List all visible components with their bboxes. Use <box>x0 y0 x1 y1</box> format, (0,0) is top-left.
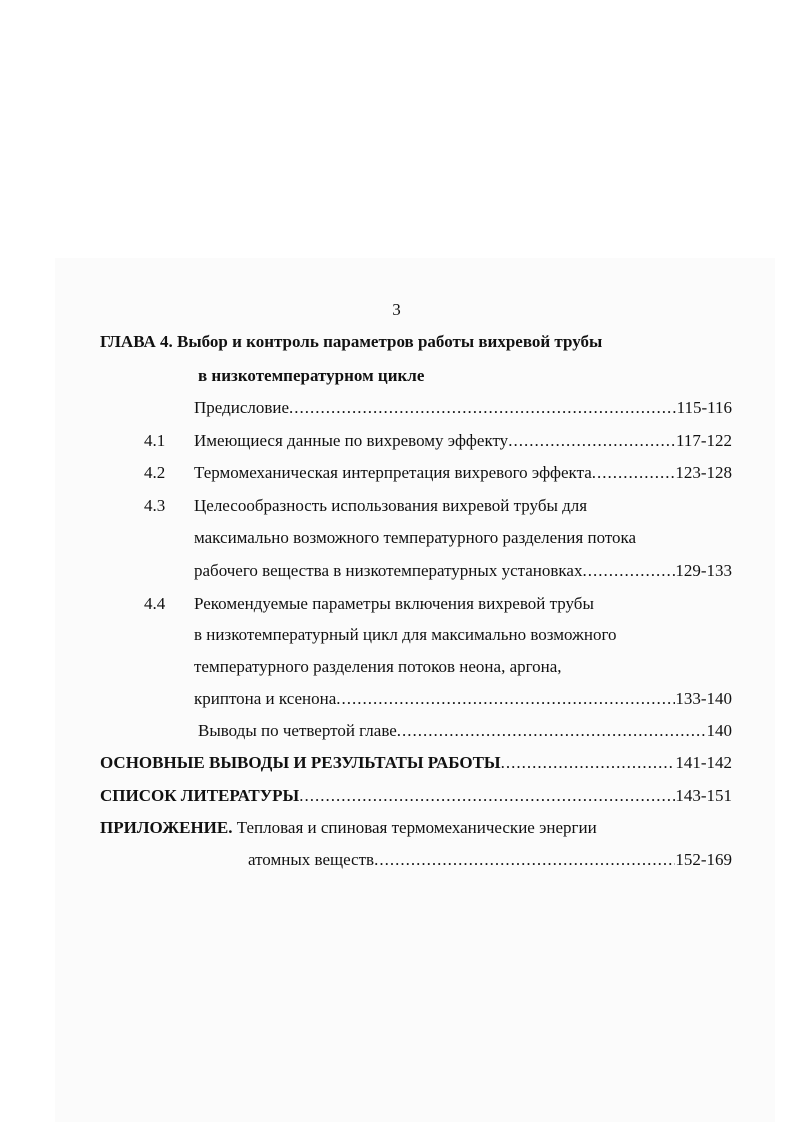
section-number: 4.1 <box>144 431 166 450</box>
toc-entry-conclusions[interactable] <box>198 720 732 742</box>
toc-entry-4-4-line1[interactable]: Рекомендуемые параметры включения вихревой трубы <box>194 594 594 613</box>
section-number: 4.2 <box>144 463 166 482</box>
page-number: 3 <box>392 300 401 319</box>
toc-entry-4-4-line3[interactable]: температурного разделения потоков неона, аргона, <box>194 657 562 676</box>
dot-leader <box>336 688 675 710</box>
toc-entry-text: рабочего вещества в низкотемпературных установках <box>194 561 583 580</box>
toc-entry-pages: 141-142 <box>675 753 732 772</box>
toc-entry-4-2[interactable] <box>194 462 732 484</box>
toc-entry-main-results[interactable] <box>100 752 732 774</box>
toc-entry-pages: 152-169 <box>675 850 732 869</box>
dot-leader <box>299 785 675 807</box>
toc-entry-text: СПИСОК ЛИТЕРАТУРЫ <box>100 786 300 805</box>
chapter-heading <box>100 331 602 353</box>
toc-entry-4-3[interactable] <box>194 560 732 582</box>
toc-entry-text: Выводы по четвертой главе <box>198 721 397 740</box>
section-number: 4.3 <box>144 496 166 515</box>
toc-entry-pages: 143-151 <box>675 786 732 805</box>
toc-entry-4-4[interactable] <box>194 688 732 710</box>
page-margin-top <box>0 0 793 258</box>
appendix-label: ПРИЛОЖЕНИЕ. <box>100 818 233 837</box>
toc-entry-pages: 123-128 <box>675 463 732 482</box>
section-number: 4.4 <box>144 594 166 613</box>
toc-entry-appendix[interactable] <box>248 849 732 871</box>
chapter-label: ГЛАВА 4. <box>100 332 173 351</box>
chapter-title-line1: Выбор и контроль параметров работы вихревой трубы <box>177 332 603 351</box>
dot-leader <box>289 397 677 419</box>
toc-entry-text: ОСНОВНЫЕ ВЫВОДЫ И РЕЗУЛЬТАТЫ РАБОТЫ <box>100 753 501 772</box>
dot-leader <box>501 752 676 774</box>
chapter-title-line2: в низкотемпературном цикле <box>198 366 425 385</box>
toc-entry-pages: 140 <box>706 721 732 740</box>
toc-entry-pages: 115-116 <box>676 398 732 417</box>
toc-entry-text: Имеющиеся данные по вихревому эффекту <box>194 431 509 450</box>
toc-entry-pages: 129-133 <box>675 561 732 580</box>
toc-entry-text: криптона и ксенона <box>194 689 337 708</box>
toc-entry-4-1[interactable] <box>194 430 732 452</box>
toc-entry-appendix-line1[interactable] <box>100 817 597 839</box>
toc-entry-preface[interactable] <box>194 397 732 419</box>
toc-entry-references[interactable] <box>100 785 732 807</box>
appendix-text-line1: Тепловая и спиновая термомеханические энергии <box>232 818 597 837</box>
toc-entry-text: Термомеханическая интерпретация вихревого эффекта <box>194 463 592 482</box>
dot-leader <box>397 720 707 742</box>
dot-leader <box>592 462 676 484</box>
toc-entry-text: Предисловие <box>194 398 290 417</box>
dot-leader <box>374 849 675 871</box>
toc-entry-4-3-line2[interactable]: максимально возможного температурного разделения потока <box>194 528 637 547</box>
dot-leader <box>508 430 676 452</box>
toc-entry-pages: 117-122 <box>675 431 732 450</box>
toc-entry-4-3-line1[interactable]: Целесообразность использования вихревой трубы для <box>194 496 588 515</box>
dot-leader <box>582 560 675 582</box>
toc-entry-text: атомных веществ <box>248 850 375 869</box>
toc-entry-4-4-line2[interactable]: в низкотемпературный цикл для максимально возможного <box>194 625 617 644</box>
toc-entry-pages: 133-140 <box>675 689 732 708</box>
